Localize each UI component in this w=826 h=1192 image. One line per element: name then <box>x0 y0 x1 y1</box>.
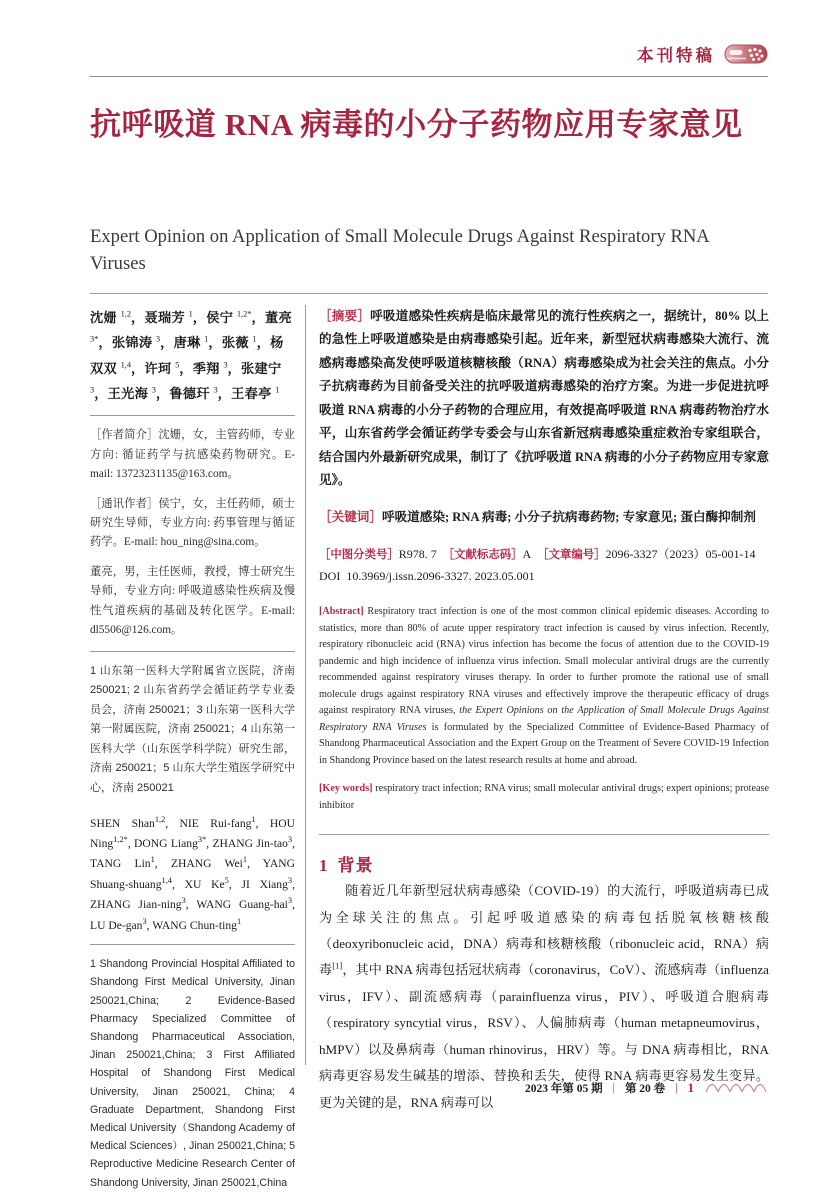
keywords-en <box>319 781 769 814</box>
bio-list <box>90 426 295 640</box>
classification-line <box>319 544 769 566</box>
masthead-label: 本刊特稿 <box>637 46 715 65</box>
keywords-en-label: [Key words] <box>319 783 373 795</box>
left-column <box>90 305 295 1192</box>
bio-item <box>90 563 295 641</box>
keywords-cn <box>319 506 769 529</box>
abstract-en <box>319 604 769 769</box>
keywords-cn-label: ［关键词］ <box>319 510 382 525</box>
right-divider <box>319 834 769 835</box>
left-divider-3 <box>90 944 295 945</box>
abstract-en-part2: is formulated by the Specialized Committee of Evidence-Based Pharmacy of Shandong Pharmaceutical Association and the Expert Group on the Treatment of Severe COVID-19 Infection in Shandong Province based on the latest research results at home and abroad. <box>319 721 769 766</box>
affiliations-cn: 1 山东第一医科大学附属省立医院，济南 250021; 2 山东省药学会循证药学专业委员会，济南 250021；3 山东第一医科大学第一附属医院，济南 250021；4 山东第一医科大学（山东医学科学院）研究生部，济南 250021；5 山东大学生殖医学研究中心，济南 250021 <box>90 664 295 795</box>
bio-text: 董亮，男，主任医师，教授，博士研究生导师，专业方向: 呼吸道感染性疾病及慢性气道疾病的基础及转化医学。E-mail: dl5506@126.com。 <box>90 565 295 637</box>
bio-tag: ［作者简介］ <box>90 429 159 442</box>
left-divider-2 <box>90 651 295 652</box>
masthead-divider <box>90 76 768 77</box>
abstract-cn-text: 呼吸道感染性疾病是临床最常见的流行性疾病之一，据统计，80% 以上的急性上呼吸道感染是由病毒感染引起。近年来，新型冠状病毒感染大流行、流感病毒感染高发使呼吸道核糖核酸（RNA）病毒感染成为社会关注的焦点。小分子抗病毒药为目前备受关注的抗呼吸道病毒感染的治疗方案。为进一步促进抗呼吸道 RNA 病毒的小分子药物的合理应用，有效提高呼吸道 RNA 病毒药物治疗水平，山东省药学会循证药学专委会与山东省新冠病毒感染重症救治专家组联合，结合国内外最新研究成果，制订了《抗呼吸道 RNA 病毒的小分子药物应用专家意见》。 <box>319 309 770 487</box>
keywords-cn-text: 呼吸道感染; RNA 病毒; 小分子抗病毒药物; 专家意见; 蛋白酶抑制剂 <box>381 510 756 525</box>
affiliations-en: 1 Shandong Provincial Hospital Affiliated to Shandong First Medical University, Jinan 250021,China; 2 Evidence-Based Pharmacy Specialized Committee of Shandong Pharmaceutical Association, Jinan 250021,China; 3 First Affiliated Hospital of Shandong First Medical University, Jinan 250021, China; 4 Graduate Department, Shandong First Medical University（Shandong Academy of Medical Sciences）, Jinan 250021,China; 5 Reproductive Medicine Research Center of Shandong University, Jinan 250021,China <box>90 958 295 1189</box>
left-divider-1 <box>90 415 295 416</box>
bio-item <box>90 495 295 553</box>
footer-issue: 2023 年第 05 期 <box>525 1083 603 1095</box>
section-body: 随着近几年新型冠状病毒感染（COVID-19）的大流行，呼吸道病毒已成为全球关注的焦点。引起呼吸道感染的病毒包括脱氧核糖核酸（deoxyribonucleic acid，DNA）病毒和核糖核酸（ribonucleic acid，RNA）病毒[1]，其中 RNA 病毒包括冠状病毒（coronavirus，CoV）、流感病毒（influenza virus，IFV）、副流感病毒（parainfluenza virus，PIV）、呼吸道合胞病毒（respiratory syncytial virus，RSV）、人偏肺病毒（human metapneumovirus，hMPV）以及鼻病毒（human rhinovirus，HRV）等。与 DNA 病毒相比，RNA 病毒更容易发生碱基的增添、替换和丢失，使得 RNA 病毒更容易发生变异。更为关键的是，RNA 病毒可以 <box>319 883 769 1110</box>
footer-separator: | <box>612 1082 615 1094</box>
doc-value: A <box>522 547 532 562</box>
authors-cn: 沈姗 $^{1,2}$，聂瑞芳 $^1$，侯宁 $^{1,2*}$，董亮 $^{3*}$，张锦涛 $^3$，唐琳 $^1$，张薇 $^1$，杨双双 $^{1,4}$，许珂 $^5$，季翔 $^3$，张建宁 $^3$，王光海 $^3$，鲁德玕 $^3$，王春亭 $^1$ <box>90 309 292 402</box>
page-title-cn: 抗呼吸道 RNA 病毒的小分子药物应用专家意见 <box>90 107 743 142</box>
right-column <box>319 305 769 1116</box>
abstract-cn-label: ［摘要］ <box>319 309 371 323</box>
abstract-en-italic-title: the Expert Opinions on the Application of Small Molecule Drugs Against Respiratory RNA Viruses <box>319 705 769 733</box>
page-footer <box>90 1080 768 1096</box>
doc-label: ［文献标志码］ <box>442 549 523 562</box>
doi-line <box>319 566 769 587</box>
section-heading <box>319 851 769 876</box>
page-title-en: Expert Opinion on Application of Small Molecule Drugs Against Respiratory RNA Viruses <box>90 226 709 274</box>
bio-text: 侯宁，女，主任药师，硕士研究生导师，专业方向: 药事管理与循证药学。E-mail: hou_ning@sina.com。 <box>90 497 295 549</box>
article-value: 2096-3327（2023）05-001-14 <box>605 547 756 562</box>
clc-value: R978. 7 <box>398 547 437 562</box>
abstract-en-label: [Abstract] <box>319 605 364 617</box>
authors-en: SHEN Shan$^{1,2}$, NIE Rui-fang$^1$, HOU Ning$^{1,2*}$, DONG Liang$^{3*}$, ZHANG Jin-tao$^3$, TANG Lin$^1$, ZHANG Wei$^1$, YANG Shuang-shuang$^{1,4}$, XU Ke$^5$, JI Xiang$^3$, ZHANG Jian-ning$^3$, WANG Guang-hai$^3$, LU De-gan$^3$, WANG Chun-ting$^1$ <box>90 814 295 932</box>
wave-ornament-icon <box>704 1080 768 1096</box>
column-divider <box>305 305 306 1065</box>
masthead <box>90 34 768 74</box>
bio-text: 沈姗，女，主管药师，专业方向: 循证药学与抗感染药物研究。E-mail: 13723231135@163.com。 <box>90 429 295 481</box>
title-divider <box>90 293 768 294</box>
bio-tag: ［通讯作者］ <box>90 497 159 510</box>
footer-page-number: 1 <box>687 1080 694 1095</box>
section-number: 1 <box>319 856 329 876</box>
footer-volume: 第 20 卷 <box>624 1083 666 1095</box>
keywords-en-text: respiratory tract infection; RNA virus; small molecular antiviral drugs; expert opinions; protease inhibitor <box>319 783 769 811</box>
bio-item <box>90 426 295 484</box>
abstract-cn <box>319 305 769 492</box>
article-label: ［文章编号］ <box>537 549 606 562</box>
section-title: 背景 <box>337 856 374 876</box>
abstract-en-part1: Respiratory tract infection is one of the most common clinical epidemic diseases. According to statistics, more than 80% of acute upper respiratory tract infection is caused by virus infection. Recently, respiratory ribonucleic acid (RNA) virus infection has become the focus of attention due to the COVID-19 pandemic and high incidence of influenza virus infection. Small molecular antiviral drugs are the currently recommended against respiratory viruses therapy. In order to further promote the rational use of small molecule drugs against respiratory RNA viruses and effectively improve the therapeutic efficacy of drugs against respiratory RNA viruses, <box>319 605 770 717</box>
doi-label: DOI <box>319 568 341 583</box>
doi-value: 10.3969/j.issn.2096-3327. 2023.05.001 <box>346 568 535 583</box>
clc-label: ［中图分类号］ <box>319 549 399 562</box>
capsule-pill-icon <box>724 43 768 65</box>
footer-separator: | <box>675 1082 678 1094</box>
